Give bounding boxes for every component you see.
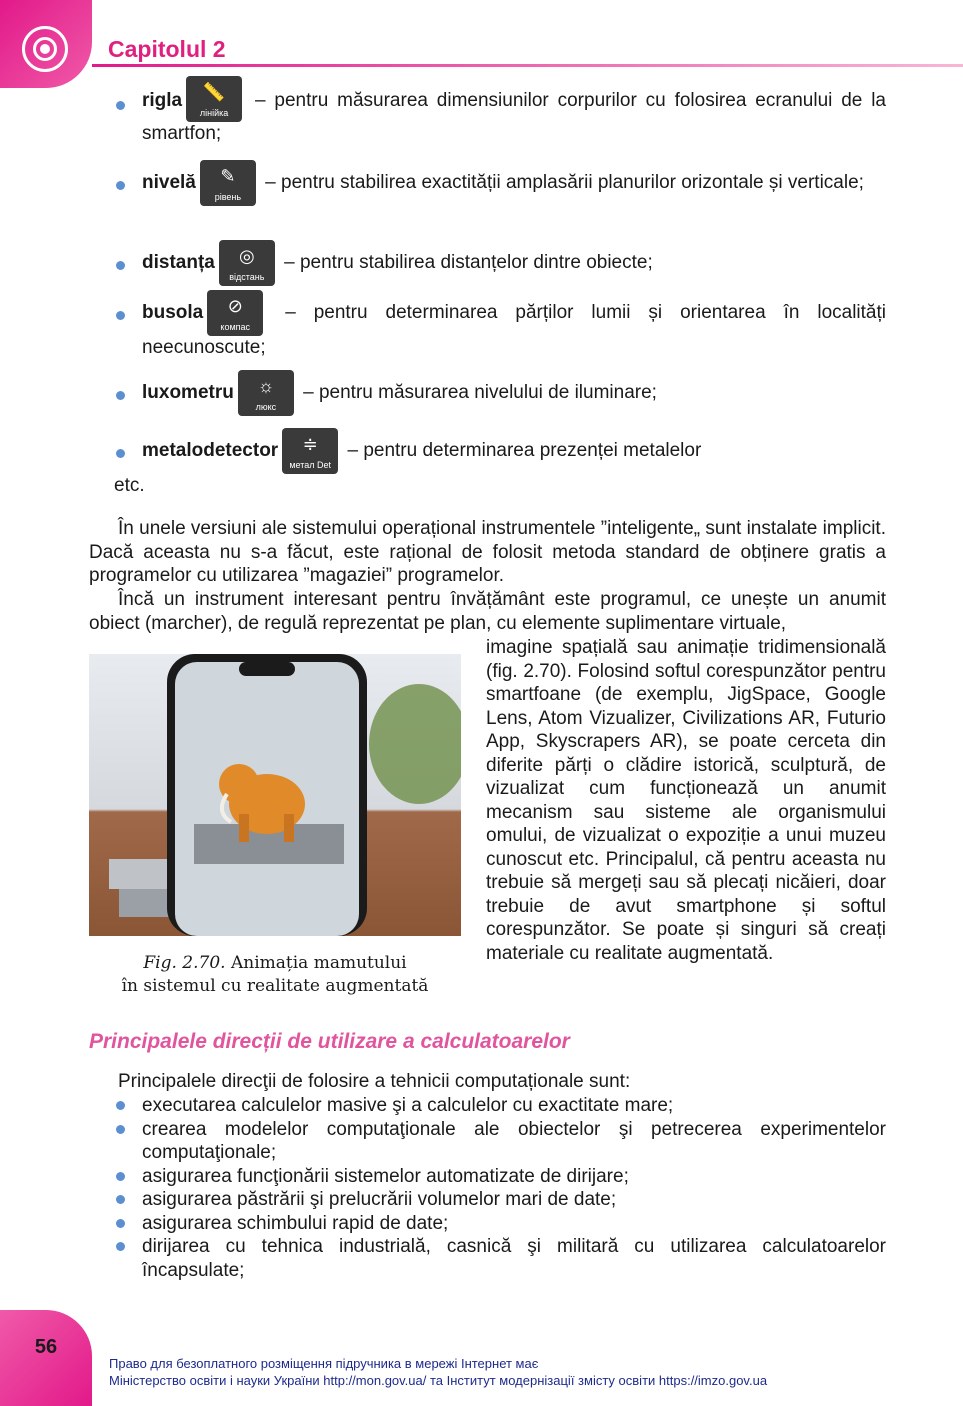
- caption-line: în sistemul cu realitate augmentată: [121, 976, 429, 996]
- bullet-icon: [116, 1125, 125, 1134]
- list-item: [114, 80, 886, 160]
- bullet-icon: [116, 101, 125, 110]
- bullet-icon: [116, 1195, 125, 1204]
- figure-label: Fig. 2.70.: [143, 953, 226, 973]
- bullet-icon: [116, 391, 125, 400]
- tool-description: – pentru măsurarea dimensiunilor corpurilor cu folosirea ecranului de la smartfon;: [142, 90, 886, 144]
- tool-description: – pentru determinarea prezenței metalelor: [347, 440, 702, 462]
- chapter-corner-tab: [0, 0, 92, 88]
- tool-list: [114, 80, 886, 498]
- tool-name: busola: [142, 302, 204, 324]
- distance-icon: ◎ відстань: [219, 240, 275, 286]
- list-etc: etc.: [114, 475, 145, 496]
- bullet-icon: [116, 1219, 125, 1228]
- bullet-icon: [116, 1242, 125, 1251]
- tool-description: – pentru stabilirea distanțelor dintre obiecte;: [284, 252, 653, 274]
- ruler-icon: 📏 лінійка: [186, 76, 242, 122]
- tool-name: metalodetector: [142, 440, 279, 462]
- level-icon: ✎ рівень: [200, 160, 256, 206]
- directions-list: [114, 1094, 886, 1282]
- list-item: crearea modelelor computaţionale ale obiectelor şi petrecerea experimentelor computaţionale;: [114, 1118, 886, 1165]
- footer-line: Міністерство освіти і науки України http://mon.gov.ua/ та Інститут модернізації змісту освіти https://imzo.gov.ua: [109, 1373, 768, 1388]
- figure-caption: [89, 952, 461, 998]
- tool-name: luxometru: [142, 382, 234, 404]
- list-item: [114, 370, 886, 428]
- phone-mammoth-illustration: [89, 654, 461, 936]
- tool-description: – pentru stabilirea exactității amplasării planurilor orizontale și verticale;: [265, 172, 864, 194]
- list-item: dirijarea cu tehnica industrială, casnică şi militară cu utilizarea calculatoarelor încapsulate;: [114, 1235, 886, 1282]
- bullet-icon: [116, 449, 125, 458]
- list-item: [114, 160, 886, 240]
- list-item: [114, 290, 886, 370]
- paragraph-ar-detail: imagine spațială sau animație tridimensională (fig. 2.70). Folosind softul corespunzător pentru smartfoane (de exemplu, JigSpace, Google Lens, Atom Vizualizer, Civilizations AR, Futurio App, Skyscrapers AR), se poate cerceta din diferite părți o clădire istorică, sculptură, de vizualizat cum funcționează un anumit mecanism sau sisteme ale organismului omului, de vizualizat o expoziție a unui muzeu cunoscut etc. Principalul, că pentru aceasta nu trebuie să mergeți sau să plecați nicăieri, doar trebuie de avut smartphone și softul corespunzător. Se poate și singuri să creați materiale cu realitate augmentată.: [486, 637, 886, 964]
- section-intro: Principalele direcţii de folosire a tehnicii computaționale sunt:: [118, 1071, 631, 1092]
- tool-name: nivelă: [142, 172, 196, 194]
- bullet-icon: [116, 1101, 125, 1110]
- metal-detector-icon: ≑ метал Det: [282, 428, 338, 474]
- list-item: [114, 240, 886, 290]
- page-number: 56: [34, 1336, 58, 1358]
- list-item: [114, 428, 886, 474]
- paragraph-ar-intro: Încă un instrument interesant pentru învățământ este programul, ce unește un anumit obiect (marcher), de regulă reprezentat pe plan, cu elemente suplimentare virtuale,: [89, 589, 886, 634]
- list-item: asigurarea funcţionării sistemelor automatizate de dirijare;: [114, 1165, 886, 1189]
- target-icon: [22, 26, 68, 72]
- tool-description: – pentru determinarea părților lumii și orientarea în localități neecunoscute;: [142, 302, 886, 358]
- lightbulb-icon: ☼ люкс: [238, 370, 294, 416]
- tool-name: rigla: [142, 90, 183, 112]
- compass-icon: ⊘ компас: [207, 290, 263, 336]
- bullet-icon: [116, 261, 125, 270]
- footer-line: Право для безоплатного розміщення підручника в мережі Інтернет має: [109, 1356, 539, 1371]
- caption-line: Animația mamutului: [230, 953, 407, 973]
- paragraph-os-instruments: În unele versiuni ale sistemului operațional instrumentele ”inteligente„ sunt instalate implicit. Dacă aceasta nu s-a făcut, este rațional de folosit metoda standard de obținere gratis a programelor cu utilizarea ”magaziei” programelor.: [89, 518, 886, 586]
- bullet-icon: [116, 1172, 125, 1181]
- figure-photo-ar-mammoth: [89, 654, 461, 936]
- header-divider: [92, 64, 963, 67]
- tool-description: – pentru măsurarea nivelului de iluminare;: [303, 382, 657, 404]
- bullet-icon: [116, 181, 125, 190]
- list-item: executarea calculelor masive şi a calculelor cu exactitate mare;: [114, 1094, 886, 1118]
- bullet-icon: [116, 311, 125, 320]
- footer-copyright: [109, 1355, 767, 1389]
- list-item: asigurarea schimbului rapid de date;: [114, 1212, 886, 1236]
- list-item: asigurarea păstrării şi prelucrării volumelor mari de date;: [114, 1188, 886, 1212]
- tool-name: distanța: [142, 252, 215, 274]
- chapter-title: Capitolul 2: [108, 36, 226, 62]
- section-title: Principalele direcții de utilizare a calculatoarelor: [89, 1030, 570, 1053]
